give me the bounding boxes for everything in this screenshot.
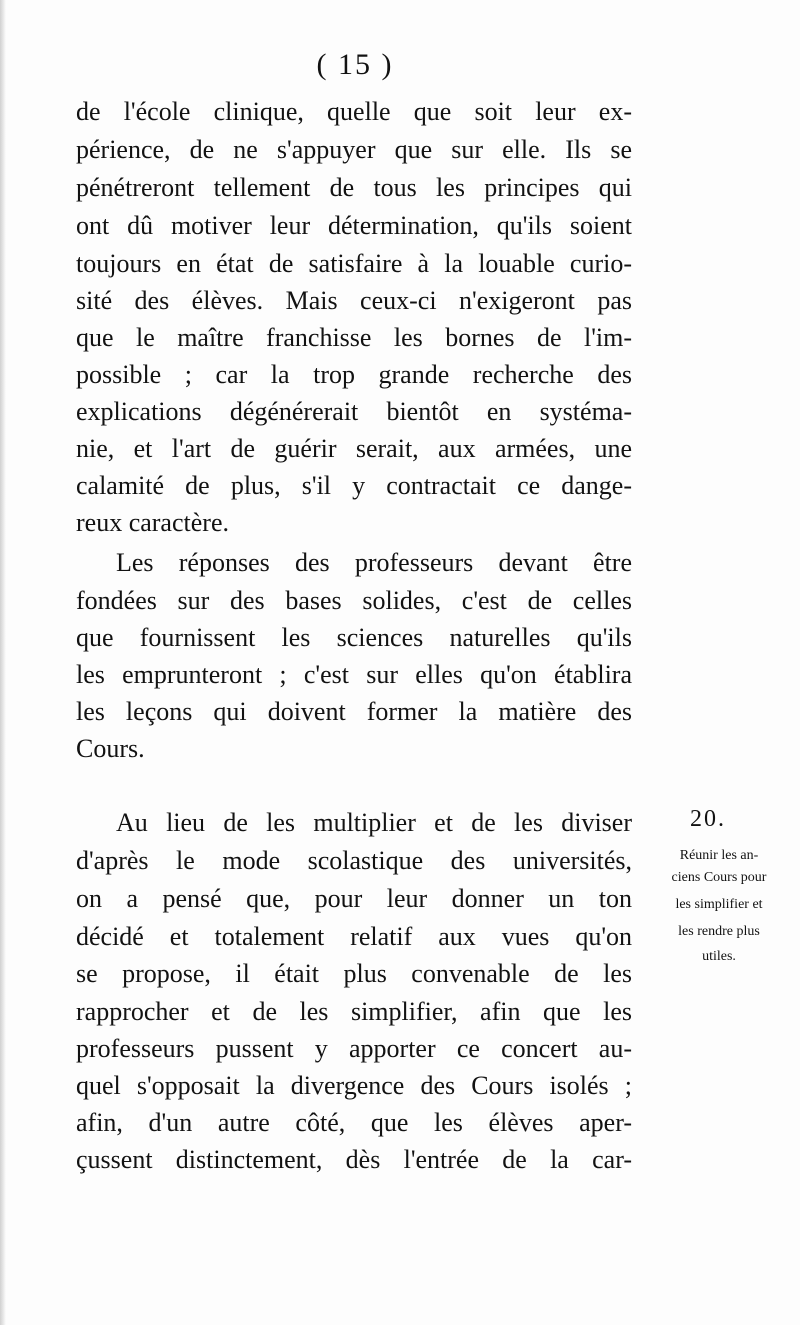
paragraph-2-line: les leçons qui doivent former la matière des: [76, 697, 632, 726]
paragraph-3-line: quel s'opposait la divergence des Cours isolés ;: [76, 1071, 632, 1100]
paragraph-1-line: explications dégénérerait bientôt en systéma-: [76, 397, 632, 426]
page-number: ( 15 ): [316, 48, 394, 81]
paragraph-2-line: Cours.: [76, 734, 145, 763]
paragraph-3-line: afin, d'un autre côté, que les élèves aper-: [76, 1108, 632, 1137]
paragraph-3-line: on a pensé que, pour leur donner un ton: [76, 884, 632, 913]
paragraph-1-line: que le maître franchisse les bornes de l'im-: [76, 323, 632, 352]
paragraph-1-line: nie, et l'art de guérir serait, aux armées, une: [76, 434, 632, 463]
scan-edge-shadow: [0, 0, 6, 1325]
paragraph-2-line: que fournissent les sciences naturelles qu'ils: [76, 623, 632, 652]
paragraph-3-line: rapprocher et de les simplifier, afin que les: [76, 997, 632, 1026]
paragraph-2-line: Les réponses des professeurs devant être: [116, 548, 632, 577]
paragraph-2-line: les emprunteront ; c'est sur elles qu'on établira: [76, 660, 632, 689]
margin-section-number: 20.: [690, 806, 726, 832]
margin-note-line: ciens Cours pour: [671, 870, 767, 885]
paragraph-1-line: de l'école clinique, quelle que soit leur ex-: [76, 97, 632, 126]
paragraph-1-line: ont dû motiver leur détermination, qu'ils soient: [76, 211, 632, 240]
paragraph-1-line: périence, de ne s'appuyer que sur elle. Ils se: [76, 135, 632, 164]
paragraph-1-line: toujours en état de satisfaire à la louable curio-: [76, 249, 632, 278]
paragraph-2-line: fondées sur des bases solides, c'est de celles: [76, 586, 632, 615]
paragraph-3-line: Au lieu de les multiplier et de les diviser: [116, 808, 632, 837]
paragraph-1-line: possible ; car la trop grande recherche des: [76, 360, 632, 389]
paragraph-3-line: d'après le mode scolastique des universités,: [76, 846, 632, 875]
paragraph-3-line: çussent distinctement, dès l'entrée de la car-: [76, 1145, 632, 1174]
paragraph-3-line: décidé et totalement relatif aux vues qu'on: [76, 922, 632, 951]
margin-note-line: Réunir les an-: [679, 848, 759, 863]
paragraph-3-line: se propose, il était plus convenable de les: [76, 959, 632, 988]
paragraph-1-line: calamité de plus, s'il y contractait ce dange-: [76, 471, 632, 500]
paragraph-1-line: pénétreront tellement de tous les principes qui: [76, 173, 632, 202]
paragraph-3-line: professeurs pussent y apporter ce concert au-: [76, 1034, 632, 1063]
margin-note-line: les rendre plus: [678, 924, 760, 939]
margin-note-line: utiles.: [702, 949, 736, 964]
paragraph-1-line: sité des élèves. Mais ceux-ci n'exigeront pas: [76, 286, 632, 315]
margin-note-line: les simplifier et: [675, 897, 763, 912]
paragraph-1-line: reux caractère.: [76, 508, 229, 537]
